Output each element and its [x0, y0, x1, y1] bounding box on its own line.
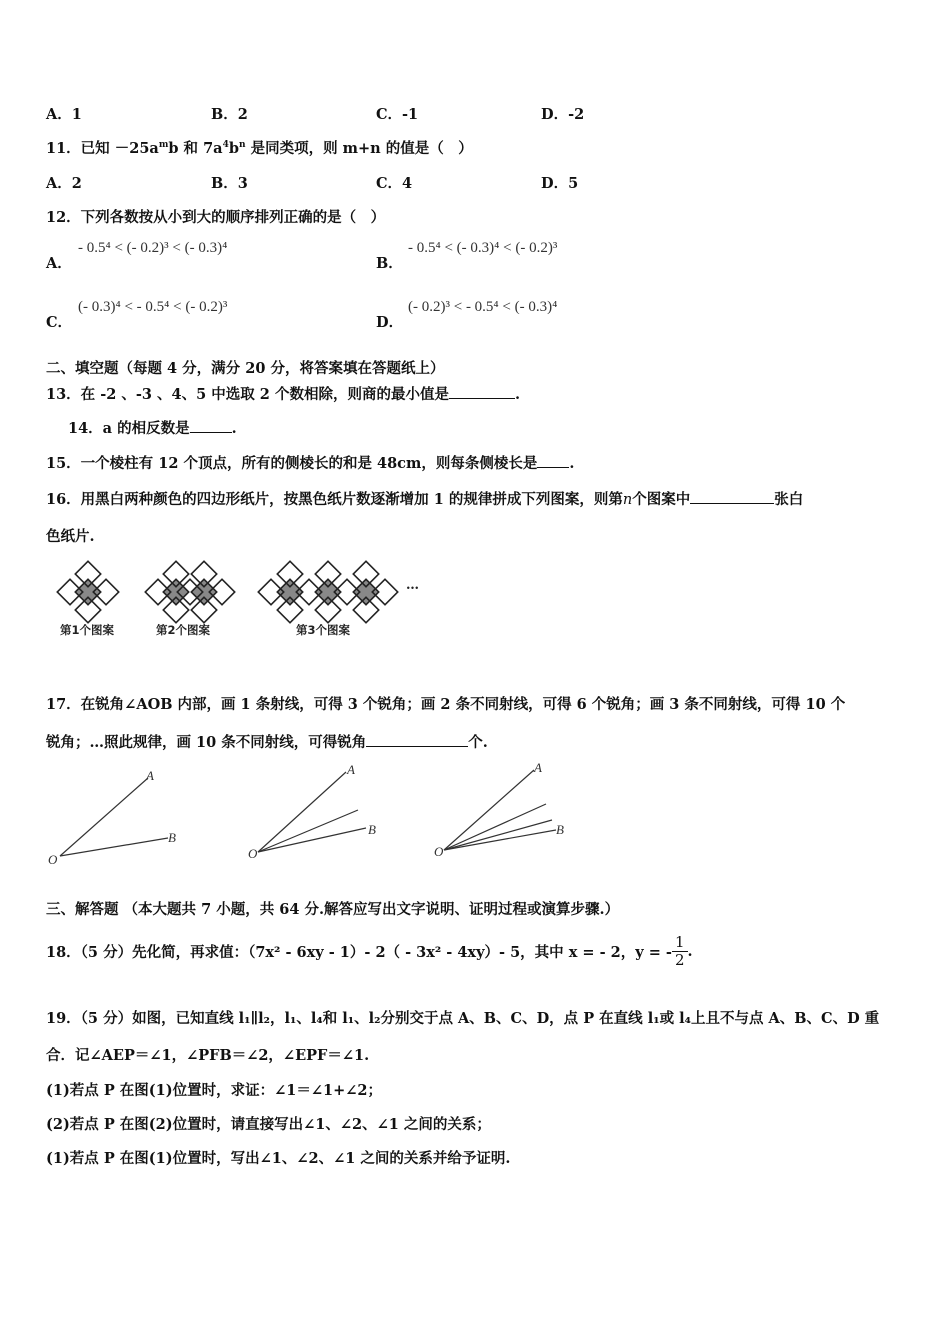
angle-figure-3: [444, 770, 556, 850]
q19-line1: 19．（5 分）如图，已知直线 l₁∥l₂，l₁、l₄和 l₁、l₂分别交于点 A、B、C、D，点 P 在直线 l₁或 l₄上且不与点 A、B、C、D 重: [46, 1010, 880, 1027]
angle-figure-1: [60, 778, 168, 856]
label-a: A: [146, 768, 154, 783]
q10-option-c: C．-1: [376, 106, 419, 123]
label-a: A: [534, 760, 542, 775]
q12-option-c-letter: C．: [46, 314, 73, 331]
q12-option-a-expr: - 0.5⁴ < (- 0.2)³ < (- 0.3)⁴: [78, 240, 228, 256]
q10-option-d: D．-2: [541, 106, 585, 123]
q12-option-d-letter: D．: [376, 314, 404, 331]
caption-pattern-1: 第1个图案: [60, 623, 115, 637]
q15-question: 15．一个棱柱有 12 个顶点，所有的侧棱长的和是 48cm，则每条侧棱长是 .: [46, 455, 575, 472]
q11-option-d: D．5: [541, 175, 579, 192]
answer-blank: [537, 453, 569, 468]
q16-question-line1: 16．用黑白两种颜色的四边形纸片，按黑色纸片数逐渐增加 1 的规律拼成下列图案，则第n个图案中 张白: [46, 491, 804, 508]
q11-option-a: A．2: [46, 175, 82, 192]
label-b: B: [168, 830, 176, 845]
fraction-one-half: $\frac{1}{2}$: [672, 934, 688, 969]
caption-pattern-2: 第2个图案: [156, 623, 211, 637]
q11-option-b: B．3: [211, 175, 248, 192]
answer-blank: [449, 384, 515, 399]
q19-part1: (1)若点 P 在图(1)位置时，求证：∠1＝∠1+∠2；: [46, 1082, 382, 1099]
answer-blank: [366, 732, 468, 747]
caption-pattern-3: 第3个图案: [296, 623, 351, 637]
label-a: A: [347, 762, 355, 777]
q12-option-c-expr: (- 0.3)⁴ < - 0.5⁴ < (- 0.2)³: [78, 299, 228, 315]
q10-option-a: A．1: [46, 106, 82, 123]
q12-option-b-expr: - 0.5⁴ < (- 0.3)⁴ < (- 0.2)³: [408, 240, 558, 256]
angle-figure-2: [258, 772, 366, 852]
q19-line2: 合．记∠AEP＝∠1，∠PFB＝∠2，∠EPF＝∠1.: [46, 1047, 370, 1064]
q12-option-b-letter: B．: [376, 255, 403, 272]
q14-question: 14．a 的相反数是 .: [68, 420, 237, 437]
q18-question: 18．（5 分）先化简，再求值：（7x² - 6xy - 1）- 2（ - 3x² - 4xy）- 5，其中 x = - 2，y = - $\frac{1}{2}$ .: [46, 933, 693, 969]
section-2-heading: 二、填空题（每题 4 分，满分 20 分，将答案填在答题纸上）: [46, 360, 445, 377]
q11-option-c: C．4: [376, 175, 413, 192]
pattern-3: [258, 561, 397, 622]
q10-option-b: B．2: [211, 106, 248, 123]
q17-question-line1: 17．在锐角∠AOB 内部，画 1 条射线，可得 3 个锐角；画 2 条不同射线，可得 6 个锐角；画 3 条不同射线，可得 10 个: [46, 696, 846, 713]
label-o: O: [434, 844, 444, 859]
pattern-1: [57, 561, 118, 622]
q17-question-line2: 锐角；…照此规律，画 10 条不同射线，可得锐角 个.: [46, 734, 488, 751]
pattern-ellipsis: …: [406, 578, 419, 593]
q12-option-a-letter: A．: [46, 255, 72, 272]
section-3-heading: 三、解答题 （本大题共 7 小题，共 64 分.解答应写出文字说明、证明过程或演算步骤.）: [46, 901, 620, 918]
pattern-2: [145, 561, 234, 622]
q19-part3: (1)若点 P 在图(1)位置时，写出∠1、∠2、∠1 之间的关系并给予证明.: [46, 1150, 511, 1167]
q13-question: 13．在 -2 、-3 、4、5 中选取 2 个数相除，则商的最小值是 .: [46, 386, 521, 403]
q12-question: 12．下列各数按从小到大的顺序排列正确的是（ ）: [46, 209, 386, 226]
answer-blank: [190, 418, 232, 433]
q11-question: 11．已知 $-25a^mb$ 和 $7a^4b^n$ 是同类项，则 m+n 的值是（ ）: [46, 140, 473, 157]
label-o: O: [248, 846, 258, 861]
answer-blank: [690, 489, 774, 504]
q16-pattern-figure: [50, 556, 430, 646]
q19-part2: (2)若点 P 在图(2)位置时，请直接写出∠1、∠2、∠1 之间的关系；: [46, 1116, 491, 1133]
label-b: B: [556, 822, 564, 837]
label-b: B: [368, 822, 376, 837]
label-o: O: [48, 852, 58, 867]
q16-question-line2: 色纸片.: [46, 528, 95, 545]
q12-option-d-expr: (- 0.2)³ < - 0.5⁴ < (- 0.3)⁴: [408, 299, 558, 315]
q17-angle-figure: [40, 758, 600, 868]
